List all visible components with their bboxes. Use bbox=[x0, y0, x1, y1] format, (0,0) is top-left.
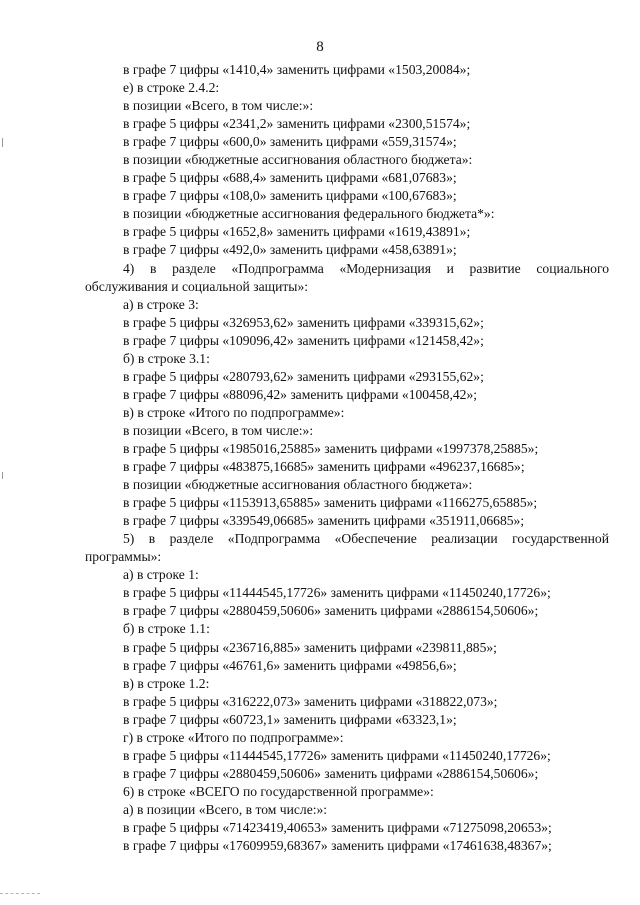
text-line: б) в строке 1.1: bbox=[123, 621, 210, 637]
text-line: в позиции «Всего, в том числе:»: bbox=[123, 422, 314, 438]
text-line: в графе 7 цифры «492,0» заменить цифрами «458,63891»; bbox=[123, 242, 457, 258]
text-line: 6) в строке «ВСЕГО по государственной программе»: bbox=[123, 783, 434, 799]
text-line: в графе 7 цифры «17609959,68367» заменить цифрами «17461638,48367»; bbox=[123, 838, 552, 854]
text-line: в графе 7 цифры «2880459,50606» заменить цифрами «2886154,50606»; bbox=[123, 765, 539, 781]
text-line: в графе 5 цифры «316222,073» заменить цифрами «318822,073»; bbox=[123, 693, 498, 709]
text-line: в графе 5 цифры «1652,8» заменить цифрами «1619,43891»; bbox=[123, 224, 471, 240]
text-line: в графе 7 цифры «60723,1» заменить цифрами «63323,1»; bbox=[123, 711, 457, 727]
scan-edge-mark bbox=[2, 472, 3, 479]
document-body bbox=[85, 61, 609, 855]
text-line: в графе 5 цифры «280793,62» заменить цифрами «293155,62»; bbox=[123, 368, 484, 384]
text-line: в графе 5 цифры «236716,885» заменить цифрами «239811,885»; bbox=[123, 639, 497, 655]
text-line: а) в позиции «Всего, в том числе:»: bbox=[123, 801, 328, 817]
text-line: в графе 7 цифры «109096,42» заменить цифрами «121458,42»; bbox=[123, 332, 484, 348]
text-line: б) в строке 3.1: bbox=[123, 350, 210, 366]
text-line: в позиции «бюджетные ассигнования федерального бюджета*»: bbox=[123, 206, 495, 222]
text-line: в графе 7 цифры «88096,42» заменить цифрами «100458,42»; bbox=[123, 386, 478, 402]
section-heading-5: 5) в разделе «Подпрограмма «Обеспечение реализации государственной программы»: bbox=[85, 531, 609, 565]
text-line: в графе 5 цифры «326953,62» заменить цифрами «339315,62»; bbox=[123, 314, 484, 330]
text-line: в графе 7 цифры «2880459,50606» заменить цифрами «2886154,50606»; bbox=[123, 603, 539, 619]
text-line: в графе 7 цифры «108,0» заменить цифрами «100,67683»; bbox=[123, 188, 457, 204]
text-line: в графе 5 цифры «71423419,40653» заменить цифрами «71275098,20653»; bbox=[123, 819, 552, 835]
text-line: в графе 7 цифры «1410,4» заменить цифрами «1503,20084»; bbox=[123, 62, 471, 77]
text-line: в графе 7 цифры «600,0» заменить цифрами «559,31574»; bbox=[123, 134, 457, 150]
text-line: в графе 7 цифры «339549,06685» заменить цифрами «351911,06685»; bbox=[123, 513, 525, 529]
text-line: в графе 5 цифры «11444545,17726» заменить цифрами «11450240,17726»; bbox=[123, 747, 551, 763]
scan-bottom-mark bbox=[0, 893, 40, 894]
text-line: в) в строке 1.2: bbox=[123, 675, 210, 691]
text-line: в позиции «бюджетные ассигнования областного бюджета»: bbox=[123, 477, 473, 493]
text-line: в графе 7 цифры «483875,16685» заменить цифрами «496237,16685»; bbox=[123, 459, 525, 475]
text-line: а) в строке 1: bbox=[123, 567, 199, 583]
text-line: в графе 5 цифры «11444545,17726» заменить цифрами «11450240,17726»; bbox=[123, 585, 551, 601]
text-line: е) в строке 2.4.2: bbox=[123, 80, 220, 96]
text-line: в) в строке «Итого по подпрограмме»: bbox=[123, 404, 345, 420]
text-line: в позиции «Всего, в том числе:»: bbox=[123, 98, 314, 114]
text-line: в позиции «бюджетные ассигнования областного бюджета»: bbox=[123, 152, 473, 168]
page-number: 8 bbox=[316, 39, 324, 55]
scan-edge-mark bbox=[2, 138, 3, 147]
text-line: в графе 5 цифры «1985016,25885» заменить цифрами «1997378,25885»; bbox=[123, 440, 539, 456]
section-heading-4: 4) в разделе «Подпрограмма «Модернизация и развитие социального обслуживания и социальной защиты»: bbox=[85, 260, 609, 294]
text-line: а) в строке 3: bbox=[123, 296, 199, 312]
text-line: в графе 7 цифры «46761,6» заменить цифрами «49856,6»; bbox=[123, 657, 457, 673]
text-line: г) в строке «Итого по подпрограмме»: bbox=[123, 729, 344, 745]
text-line: в графе 5 цифры «688,4» заменить цифрами «681,07683»; bbox=[123, 170, 457, 186]
text-line: в графе 5 цифры «1153913,65885» заменить цифрами «1166275,65885»; bbox=[123, 495, 538, 511]
text-line: в графе 5 цифры «2341,2» заменить цифрами «2300,51574»; bbox=[123, 116, 471, 132]
